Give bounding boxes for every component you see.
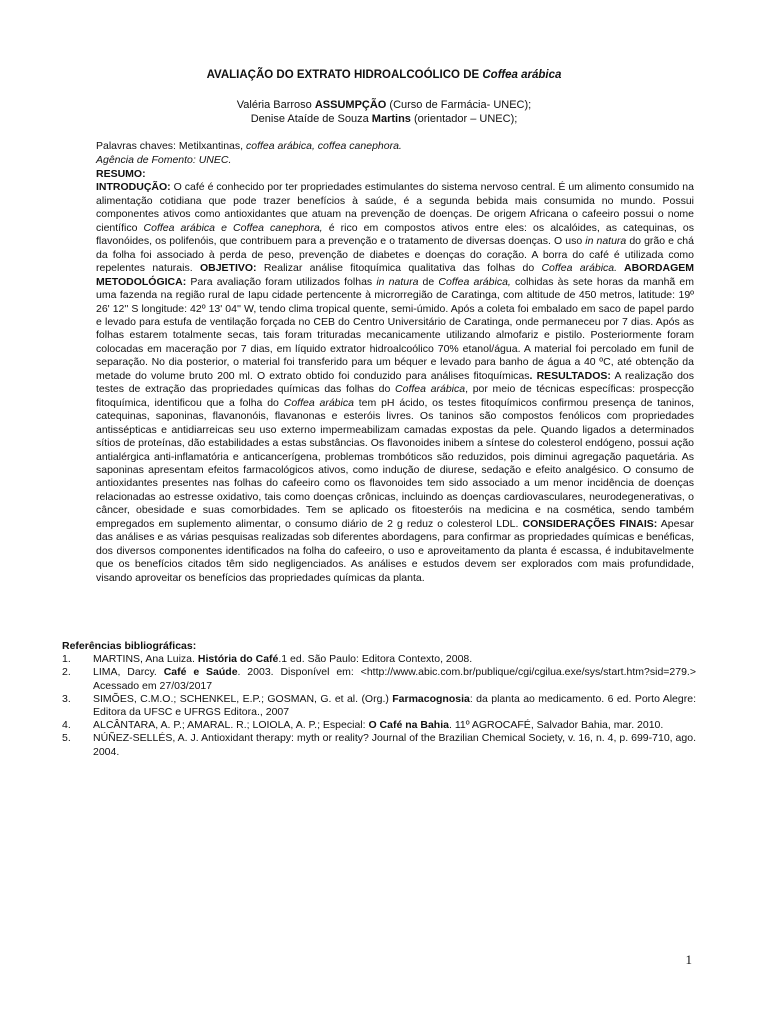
author-line <box>0 98 768 112</box>
reference-authors: MARTINS, Ana Luiza. <box>93 653 198 666</box>
abordagem-natura: in natura <box>376 275 419 288</box>
reference-text <box>93 693 696 719</box>
keywords-label: Palavras chaves: Metilxantinas, <box>96 140 246 152</box>
reference-text <box>62 666 696 692</box>
reference-title: Café e Saúde <box>163 666 238 679</box>
reference-title: História do Café <box>197 653 279 666</box>
section-label-introducao: INTRODUÇÃO: <box>96 181 171 194</box>
reference-number: 4. <box>62 719 71 732</box>
reference-text <box>93 653 696 666</box>
abordagem-text: Para avaliação foram utilizados folhas <box>186 275 377 288</box>
reference-title: O Café na Bahia <box>368 719 449 732</box>
page-number: 1 <box>685 952 692 967</box>
author-last-name: ASSUMPÇÃO <box>314 99 387 111</box>
references <box>62 640 696 759</box>
reference-text <box>93 732 696 758</box>
reference-authors: NÚÑEZ-SELLÉS, A. J. Antioxidant therapy: myth or reality? Journal of the Brazilian Chemical Society, v. 16, n. 4, p. 699-710, ago. 2004. <box>93 732 696 758</box>
reference-details: .1 ed. São Paulo: Editora Contexto, 2008. <box>278 653 473 666</box>
intro-text: O café é conhecido por ter propriedades estimulantes do sistema nervoso central. É um alimento consumido na alimentação cotidiana que pode trazer benefícios à saúde, é a segunda bebida mais consumida no mundo. Possui componentes ativos como antioxidantes que atuam na prevenção de doenças. De origem Africana o cafeeiro possui o nome científico <box>96 181 694 234</box>
reference-authors: SIMÕES, C.M.O.; SCHENKEL, E.P.; GOSMAN, G. et al. (Org.) <box>93 692 393 705</box>
resultados-text: tem pH ácido, os testes fitoquímicos confirmou presença de taninos, catequinas, saponinas, flavanonóis, flavanonas e esteróis livres. Os taninos são compostos fenólicos com propriedades antissépticas e antidiarreicas seu uso externo impermeabilizam camadas expostas da pele. Quando ligados a determinados sítios de proteínas, dão estabilidades a estas substâncias. Os flavonoides inibem a síntese do colesterol endógeno, possui ação antialérgica anti-inflamatória e anticancerígena, problemas trombóticos são reduzidos, pois diminui agregação paquetária. As saponinas apresentam efeitos farmacológicos ativos, como indução de diurese, sedação e efeito analgésico. O consumo de antioxidantes presentes nas folhas do cafeeiro como os flavonoides tem sido associado a um menor incidência de doenças relacionadas ao estresse oxidativo, tais como doenças crônicas, incluindo as doenças cardiovasculares, neurodegenerativas, o câncer, obesidade e suas comorbidades. Tem se aplicado os fitoesteróis na medicina e na cosmética, sendo também empregados em suplemento alimentar, o consumo diário de 2 g reduz o colesterol LDL. <box>96 396 695 530</box>
author-affiliation: (Curso de Farmácia- UNEC); <box>386 99 532 111</box>
intro-text: do grão e chá da folha foi associado à perda de peso, prevenção de diabetes e doenças do coração. A borra do café é utilizada como repelentes naturais. <box>96 235 694 275</box>
reference-details: . 11º AGROCAFÉ, Salvador Bahia, mar. 2010. <box>448 719 664 732</box>
section-label-resultados: . RESULTADOS: <box>529 369 611 382</box>
reference-text <box>93 719 696 732</box>
abordagem-text: de <box>418 275 439 288</box>
author-affiliation: (orientador – UNEC); <box>410 113 518 125</box>
resultados-species: Coffea arábica <box>395 383 466 396</box>
reference-number: 1. <box>62 653 71 666</box>
resultados-text: A realização dos testes de extração das propriedades químicas das folhas do <box>96 369 694 396</box>
reference-title: Farmacognosia <box>392 692 470 705</box>
references-heading: Referências bibliográficas: <box>62 640 197 652</box>
resultados-species: Coffea arábica <box>283 396 354 409</box>
reference-item <box>62 666 696 692</box>
keywords-line <box>96 139 696 153</box>
abstract-body <box>96 181 694 585</box>
title-species: Coffea arábica <box>482 69 562 81</box>
paper-title <box>0 69 768 81</box>
author-list <box>0 98 768 126</box>
objetivo-text: Realizar análise fitoquímica qualitativa das folhas do <box>256 262 542 275</box>
intro-text: é rico em compostos ativos entre eles: os alcalóides, as catequinas, os flavonóides, os polifenóis, que contribuem para a prevenção e o tratamento de diversas doenças. O uso <box>96 221 694 248</box>
objetivo-species: Coffea arábica. <box>541 262 618 275</box>
reference-item <box>62 732 696 758</box>
keywords-terms: coffea arábica, coffea canephora. <box>245 140 402 152</box>
resultados-text: , por meio de técnicas específicas: prospecção fitoquímica, identificou que a folha do <box>96 383 694 409</box>
reference-number: 5. <box>62 732 71 745</box>
abordagem-species: Coffea arábica, <box>438 275 511 288</box>
reference-authors: ALCÂNTARA, A. P.; AMARAL. R.; LOIOLA, A. P.; Especial: <box>93 719 369 732</box>
section-label-abordagem: ABORDAGEM METODOLÓGICA: <box>96 262 694 288</box>
author-last-name: Martins <box>371 113 411 125</box>
reference-item <box>62 653 696 666</box>
abordagem-text: colhidas às sete horas da manhã em uma fazenda na região rural de Iapu cidade pertencente à microrregião de Caratinga, com altitude de 450 metros, latitude: 19º 26' 12'' S longitude: 42º 13' 04'' W, tendo clima tropical quente, semi-úmido. Após a coleta foi embalado em saco de papel pardo e levado para estufa de ventilação forçada no CEB do Centro Universitário de Caratinga, onde permaneceu por 7 dias. Após as folhas estarem totalmente secas, tais foram trituradas mecanicamente utilizando almofariz e pistilo. Posteriormente foram colocadas em maceração por 7 dias, em líquido extrator hidroalcoólico 70% etanol/água. A material foi percolado em funil de separação. No dia posterior, o material foi transferido para um béquer e levado para banho de água a 40 ºC, até obtenção da metade do volume bruto 200 ml. O extrato obtido foi conduzido para análises fitoquímicas <box>96 275 694 382</box>
author-line <box>0 112 768 126</box>
title-main: AVALIAÇÃO DO EXTRATO HIDROALCOÓLICO DE <box>206 69 483 81</box>
funding-text: Agência de Fomento: UNEC. <box>96 154 232 166</box>
section-label-objetivo: OBJETIVO: <box>199 262 257 275</box>
reference-details: . 2003. Disponível em: <http://www.abic.com.br/publique/cgi/cgilua.exe/sys/start.htm?sid=279.> Acessado em 27/03/2017 <box>93 666 696 692</box>
reference-item <box>62 719 696 732</box>
abstract-heading: RESUMO: <box>96 168 146 180</box>
author-first-name: Denise Ataíde de Souza <box>250 113 372 125</box>
reference-number: 3. <box>62 692 71 705</box>
consideracoes-text: Apesar das análises e as várias pesquisas realizadas sob diferentes abordagens, para confirmar as propriedades químicas e benéficas, dos diversos componentes identificados na folha do cafeeiro, o uso e aproveitamento da planta é escassa, é indubitavelmente que os benefícios citados têm sido negligenciados. As análises e estudos devem ser explorados com mais profundidade, visando aproveitar os benefícios das propriedades químicas da planta. <box>96 517 694 584</box>
intro-natura: in natura <box>585 235 627 248</box>
reference-number: 2. <box>62 666 71 679</box>
abstract <box>96 154 694 585</box>
author-first-name: Valéria Barroso <box>236 99 315 111</box>
intro-species: Coffea arábica e Coffea canephora, <box>143 221 323 234</box>
reference-details: : da planta ao medicamento. 6 ed. Porto Alegre: Editora da UFSC e UFRGS Editora., 2007 <box>93 692 696 719</box>
reference-authors: LIMA, Darcy. <box>93 666 164 679</box>
reference-item <box>62 693 696 719</box>
section-label-consideracoes: CONSIDERAÇÕES FINAIS: <box>522 517 658 530</box>
